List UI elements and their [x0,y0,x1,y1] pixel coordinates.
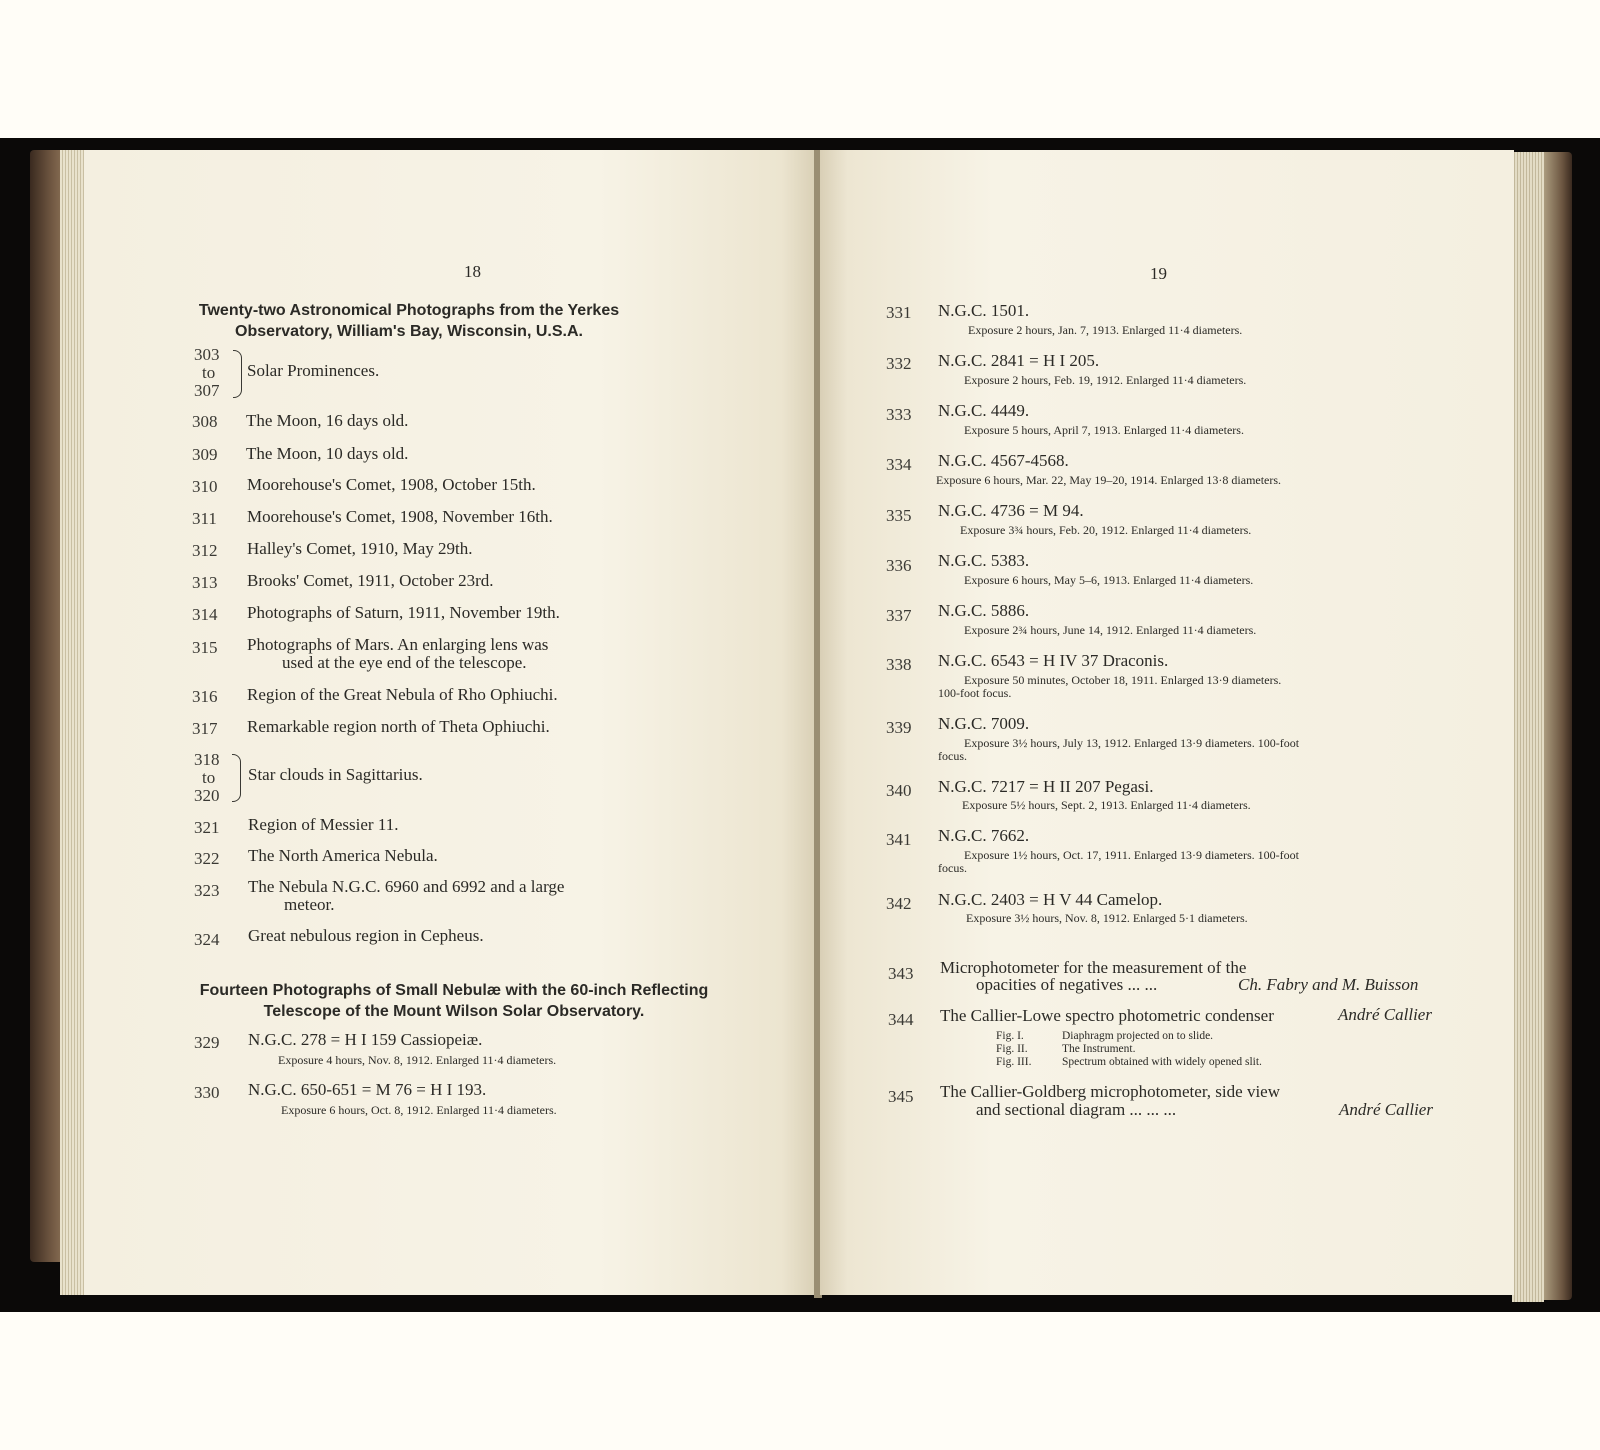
entry-detail: Exposure 6 hours, May 5–6, 1913. Enlarged 11·4 diameters. [964,573,1254,587]
range-to: to [202,363,216,382]
entry-detail: Exposure 2 hours, Feb. 19, 1912. Enlarged 11·4 diameters. [964,373,1247,387]
entry-text: N.G.C. 7662. [938,826,1030,845]
entry-number: 318 [194,750,220,769]
entry-text: N.G.C. 5383. [938,551,1030,570]
entry-number: 312 [192,541,218,560]
right-page [820,150,1514,1295]
entry-detail-continuation: focus. [938,861,967,875]
entry-text: Moorehouse's Comet, 1908, November 16th. [247,507,553,526]
entry-text: The Moon, 10 days old. [246,444,409,463]
book-cover-left [30,150,64,1262]
figure-list [996,1030,1262,1069]
page-number: 19 [1150,264,1167,283]
entry-detail: Exposure 6 hours, Oct. 8, 1912. Enlarged 11·4 diameters. [281,1103,557,1117]
entry-number: 303 [194,345,220,364]
figure-item: Fig. III. Spectrum obtained with widely opened slit. [996,1056,1262,1068]
entry-number: 332 [886,354,912,373]
entry-author: André Callier [1339,1100,1433,1119]
entry-number: 341 [886,830,912,849]
entry-number: 339 [886,718,912,737]
entry-detail: Exposure 2 hours, Jan. 7, 1913. Enlarged 11·4 diameters. [968,323,1243,337]
section-heading-mount-wilson: Fourteen Photographs of Small Nebulæ with the 60-inch Reflecting Telescope of the Mount Wilson Solar Observatory. [199,982,709,1020]
entry-number: 322 [194,849,220,868]
entry-text: Photographs of Mars. An enlarging lens was [247,635,549,654]
entry-author: Ch. Fabry and M. Buisson [1238,975,1419,994]
entry-number: 324 [194,930,220,949]
entry-number: 342 [886,894,912,913]
entry-number: 321 [194,818,220,837]
entry-detail: Exposure 3½ hours, July 13, 1912. Enlarged 13·9 diameters. 100-foot [964,736,1300,750]
entry-text-continuation: opacities of negatives ... ... [976,975,1158,994]
brace [233,350,242,398]
page-edges-left [60,150,86,1295]
entry-detail-continuation: focus. [938,749,967,763]
entry-number: 340 [886,781,912,800]
entry-detail: Exposure 50 minutes, October 18, 1911. Enlarged 13·9 diameters. [964,673,1282,687]
entry-text: N.G.C. 4567-4568. [938,451,1069,470]
entry-text: Remarkable region north of Theta Ophiuchi. [247,717,550,736]
entry-number: 307 [194,381,220,400]
entry-text: N.G.C. 650-651 = M 76 = H I 193. [248,1080,487,1099]
entry-number: 334 [886,455,912,474]
entry-detail-continuation: 100-foot focus. [938,686,1012,700]
entry-number: 338 [886,655,912,674]
figure-item: Fig. I. Diaphragm projected on to slide. [996,1030,1214,1042]
page-number: 18 [464,262,481,281]
entry-author: André Callier [1338,1005,1432,1024]
entry-number: 310 [192,477,218,496]
entry-text: Great nebulous region in Cepheus. [248,926,484,945]
entry-number: 345 [888,1087,914,1106]
entry-text: N.G.C. 2841 = H I 205. [938,351,1100,370]
entry-text-continuation: used at the eye end of the telescope. [282,653,527,672]
entry-text: Star clouds in Sagittarius. [248,765,423,784]
entry-text: Solar Prominences. [247,361,380,380]
entry-detail: Exposure 4 hours, Nov. 8, 1912. Enlarged 11·4 diameters. [278,1053,557,1067]
entry-number: 329 [194,1033,220,1052]
entry-text: Moorehouse's Comet, 1908, October 15th. [247,475,536,494]
entry-number: 337 [886,606,912,625]
range-to: to [202,768,216,787]
entry-detail: Exposure 3½ hours, Nov. 8, 1912. Enlarged 5·1 diameters. [966,911,1248,925]
entry-text: N.G.C. 5886. [938,601,1030,620]
entry-detail: Exposure 3¾ hours, Feb. 20, 1912. Enlarged 11·4 diameters. [960,523,1252,537]
entry-number: 314 [192,605,218,624]
entry-number: 335 [886,506,912,525]
entry-detail: Exposure 5½ hours, Sept. 2, 1913. Enlarged 11·4 diameters. [962,798,1251,812]
entry-text: N.G.C. 278 = H I 159 Cassiopeiæ. [248,1030,483,1049]
entry-text: The Nebula N.G.C. 6960 and 6992 and a large [248,877,565,896]
entry-number: 317 [192,719,218,738]
entry-number: 313 [192,573,218,592]
entry-detail: Exposure 2¾ hours, June 14, 1912. Enlarged 11·4 diameters. [964,623,1257,637]
entry-number: 330 [194,1083,220,1102]
brace [232,754,241,802]
entry-text: Region of the Great Nebula of Rho Ophiuchi. [247,685,558,704]
entry-text: Microphotometer for the measurement of the [940,958,1247,977]
entry-text: N.G.C. 4449. [938,401,1030,420]
entry-number: 336 [886,556,912,575]
entry-text: The North America Nebula. [248,846,438,865]
entry-number: 311 [192,509,217,528]
entry-text: N.G.C. 4736 = M 94. [938,501,1084,520]
entry-text-continuation: meteor. [284,895,335,914]
entry-number: 320 [194,786,220,805]
figure-item: Fig. II. The Instrument. [996,1043,1136,1055]
entry-detail: Exposure 6 hours, Mar. 22, May 19–20, 1914. Enlarged 13·8 diameters. [936,473,1282,487]
entry-text-continuation: and sectional diagram ... ... ... [976,1100,1177,1119]
entry-text: The Moon, 16 days old. [246,411,409,430]
entry-number: 316 [192,687,218,706]
entry-text: N.G.C. 6543 = H IV 37 Draconis. [938,651,1169,670]
entry-detail: Exposure 5 hours, April 7, 1913. Enlarged 11·4 diameters. [964,423,1244,437]
entry-number: 333 [886,405,912,424]
entry-text: N.G.C. 7009. [938,714,1030,733]
entry-text: Brooks' Comet, 1911, October 23rd. [247,571,494,590]
entry-text: Halley's Comet, 1910, May 29th. [247,539,473,558]
entry-text: N.G.C. 7217 = H II 207 Pegasi. [938,777,1154,796]
entry-text: Region of Messier 11. [248,815,399,834]
entry-text: Photographs of Saturn, 1911, November 19th. [247,603,560,622]
book-cover-right [1540,152,1572,1300]
entry-text: N.G.C. 2403 = H V 44 Camelop. [938,890,1163,909]
entry-text: The Callier-Goldberg microphotometer, side view [940,1082,1280,1101]
entry-number: 343 [888,964,914,983]
entry-text: N.G.C. 1501. [938,301,1030,320]
entry-number: 315 [192,638,218,657]
entry-text: The Callier-Lowe spectro photometric condenser [940,1006,1274,1025]
page-edges-right [1512,152,1544,1302]
entry-number: 344 [888,1010,914,1029]
entry-number: 308 [192,412,218,431]
entry-detail: Exposure 1½ hours, Oct. 17, 1911. Enlarged 13·9 diameters. 100-foot [964,848,1299,862]
entry-number: 331 [886,303,912,322]
entry-number: 323 [194,881,220,900]
left-page [84,150,818,1295]
section-heading-yerkes: Twenty-two Astronomical Photographs from the Yerkes Observatory, William's Bay, Wisconsin, U.S.A. [198,302,620,340]
entry-number: 309 [192,445,218,464]
